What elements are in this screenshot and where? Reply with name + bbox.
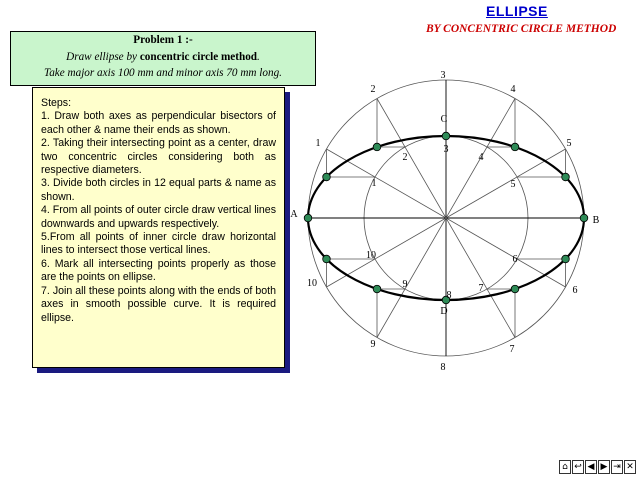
outer-label-3: 3 [440, 70, 446, 81]
end-icon[interactable]: ⇥ [611, 460, 623, 474]
outer-label-4: 4 [510, 84, 516, 95]
label-B: B [592, 215, 600, 226]
step-3: 3. Divide both circles in 12 equal parts & name as shown. [41, 177, 276, 203]
page-subtitle: BY CONCENTRIC CIRCLE METHOD [426, 23, 617, 35]
inner-label-4: 4 [478, 152, 484, 163]
outer-label-5: 5 [566, 138, 572, 149]
inner-label-5: 5 [510, 179, 516, 190]
ellipse-point [323, 255, 331, 263]
inner-label-1: 1 [371, 178, 377, 189]
problem-method-post: . [257, 50, 260, 63]
steps-title: Steps: [41, 97, 72, 109]
outer-label-2: 2 [370, 84, 376, 95]
home-icon[interactable]: ⌂ [559, 460, 571, 474]
problem-method-pre: Draw ellipse by [66, 50, 140, 63]
step-7: 7. Join all these points along with the ends of both axes in smooth possible curve. It is required ellipse. [41, 284, 276, 324]
inner-label-2: 2 [402, 152, 408, 163]
inner-label-3: 3 [443, 144, 449, 155]
outer-label-9: 9 [370, 339, 376, 350]
inner-label-9: 9 [402, 279, 408, 290]
step-1: 1. Draw both axes as perpendicular bisectors of each other & name their ends as shown. [41, 110, 276, 136]
ellipse-point [562, 255, 570, 263]
inner-label-7: 7 [478, 283, 484, 294]
step-5: 5.From all points of inner circle draw horizontal lines to intersect those vertical lines. [41, 231, 276, 257]
step-2: 2. Taking their intersecting point as a center, draw two concentric circles considering both as respective diameters. [41, 137, 276, 177]
label-A: A [290, 209, 298, 220]
ellipse-point [373, 285, 381, 293]
ellipse-point [511, 285, 519, 293]
problem-heading: Problem 1 :- [133, 34, 193, 46]
page-title: ELLIPSE [486, 3, 548, 19]
inner-label-6: 6 [512, 254, 518, 265]
problem-method-name: concentric circle method [139, 50, 258, 63]
outer-label-7: 7 [509, 344, 515, 355]
back-icon[interactable]: ↩ [572, 460, 584, 474]
exit-icon[interactable]: ✕ [624, 460, 636, 474]
ellipse-point [442, 132, 450, 140]
diagram-labels [290, 70, 599, 373]
label-C: C [440, 114, 448, 125]
outer-label-6: 6 [572, 285, 578, 296]
outer-label-8: 8 [440, 362, 446, 373]
problem-dimensions: Take major axis 100 mm and minor axis 70 mm long. [44, 67, 282, 79]
next-icon[interactable]: ▶ [598, 460, 610, 474]
slide-navigation [559, 460, 636, 476]
ellipse-point [304, 214, 312, 222]
prev-icon[interactable]: ◀ [585, 460, 597, 474]
step-4: 4. From all points of outer circle draw vertical lines downwards and upwards respectively. [41, 204, 276, 230]
ellipse-point [373, 143, 381, 151]
outer-label-1: 1 [315, 138, 321, 149]
inner-label-10: 10 [366, 250, 376, 261]
ellipse-point [323, 173, 331, 181]
step-6: 6. Mark all intersecting points properly as those are the points on ellipse. [41, 257, 276, 284]
label-D: D [440, 306, 448, 317]
outer-label-10: 10 [307, 278, 317, 289]
ellipse-point [580, 214, 588, 222]
ellipse-point [562, 173, 570, 181]
inner-label-8: 8 [446, 290, 452, 301]
ellipse-point [511, 143, 519, 151]
